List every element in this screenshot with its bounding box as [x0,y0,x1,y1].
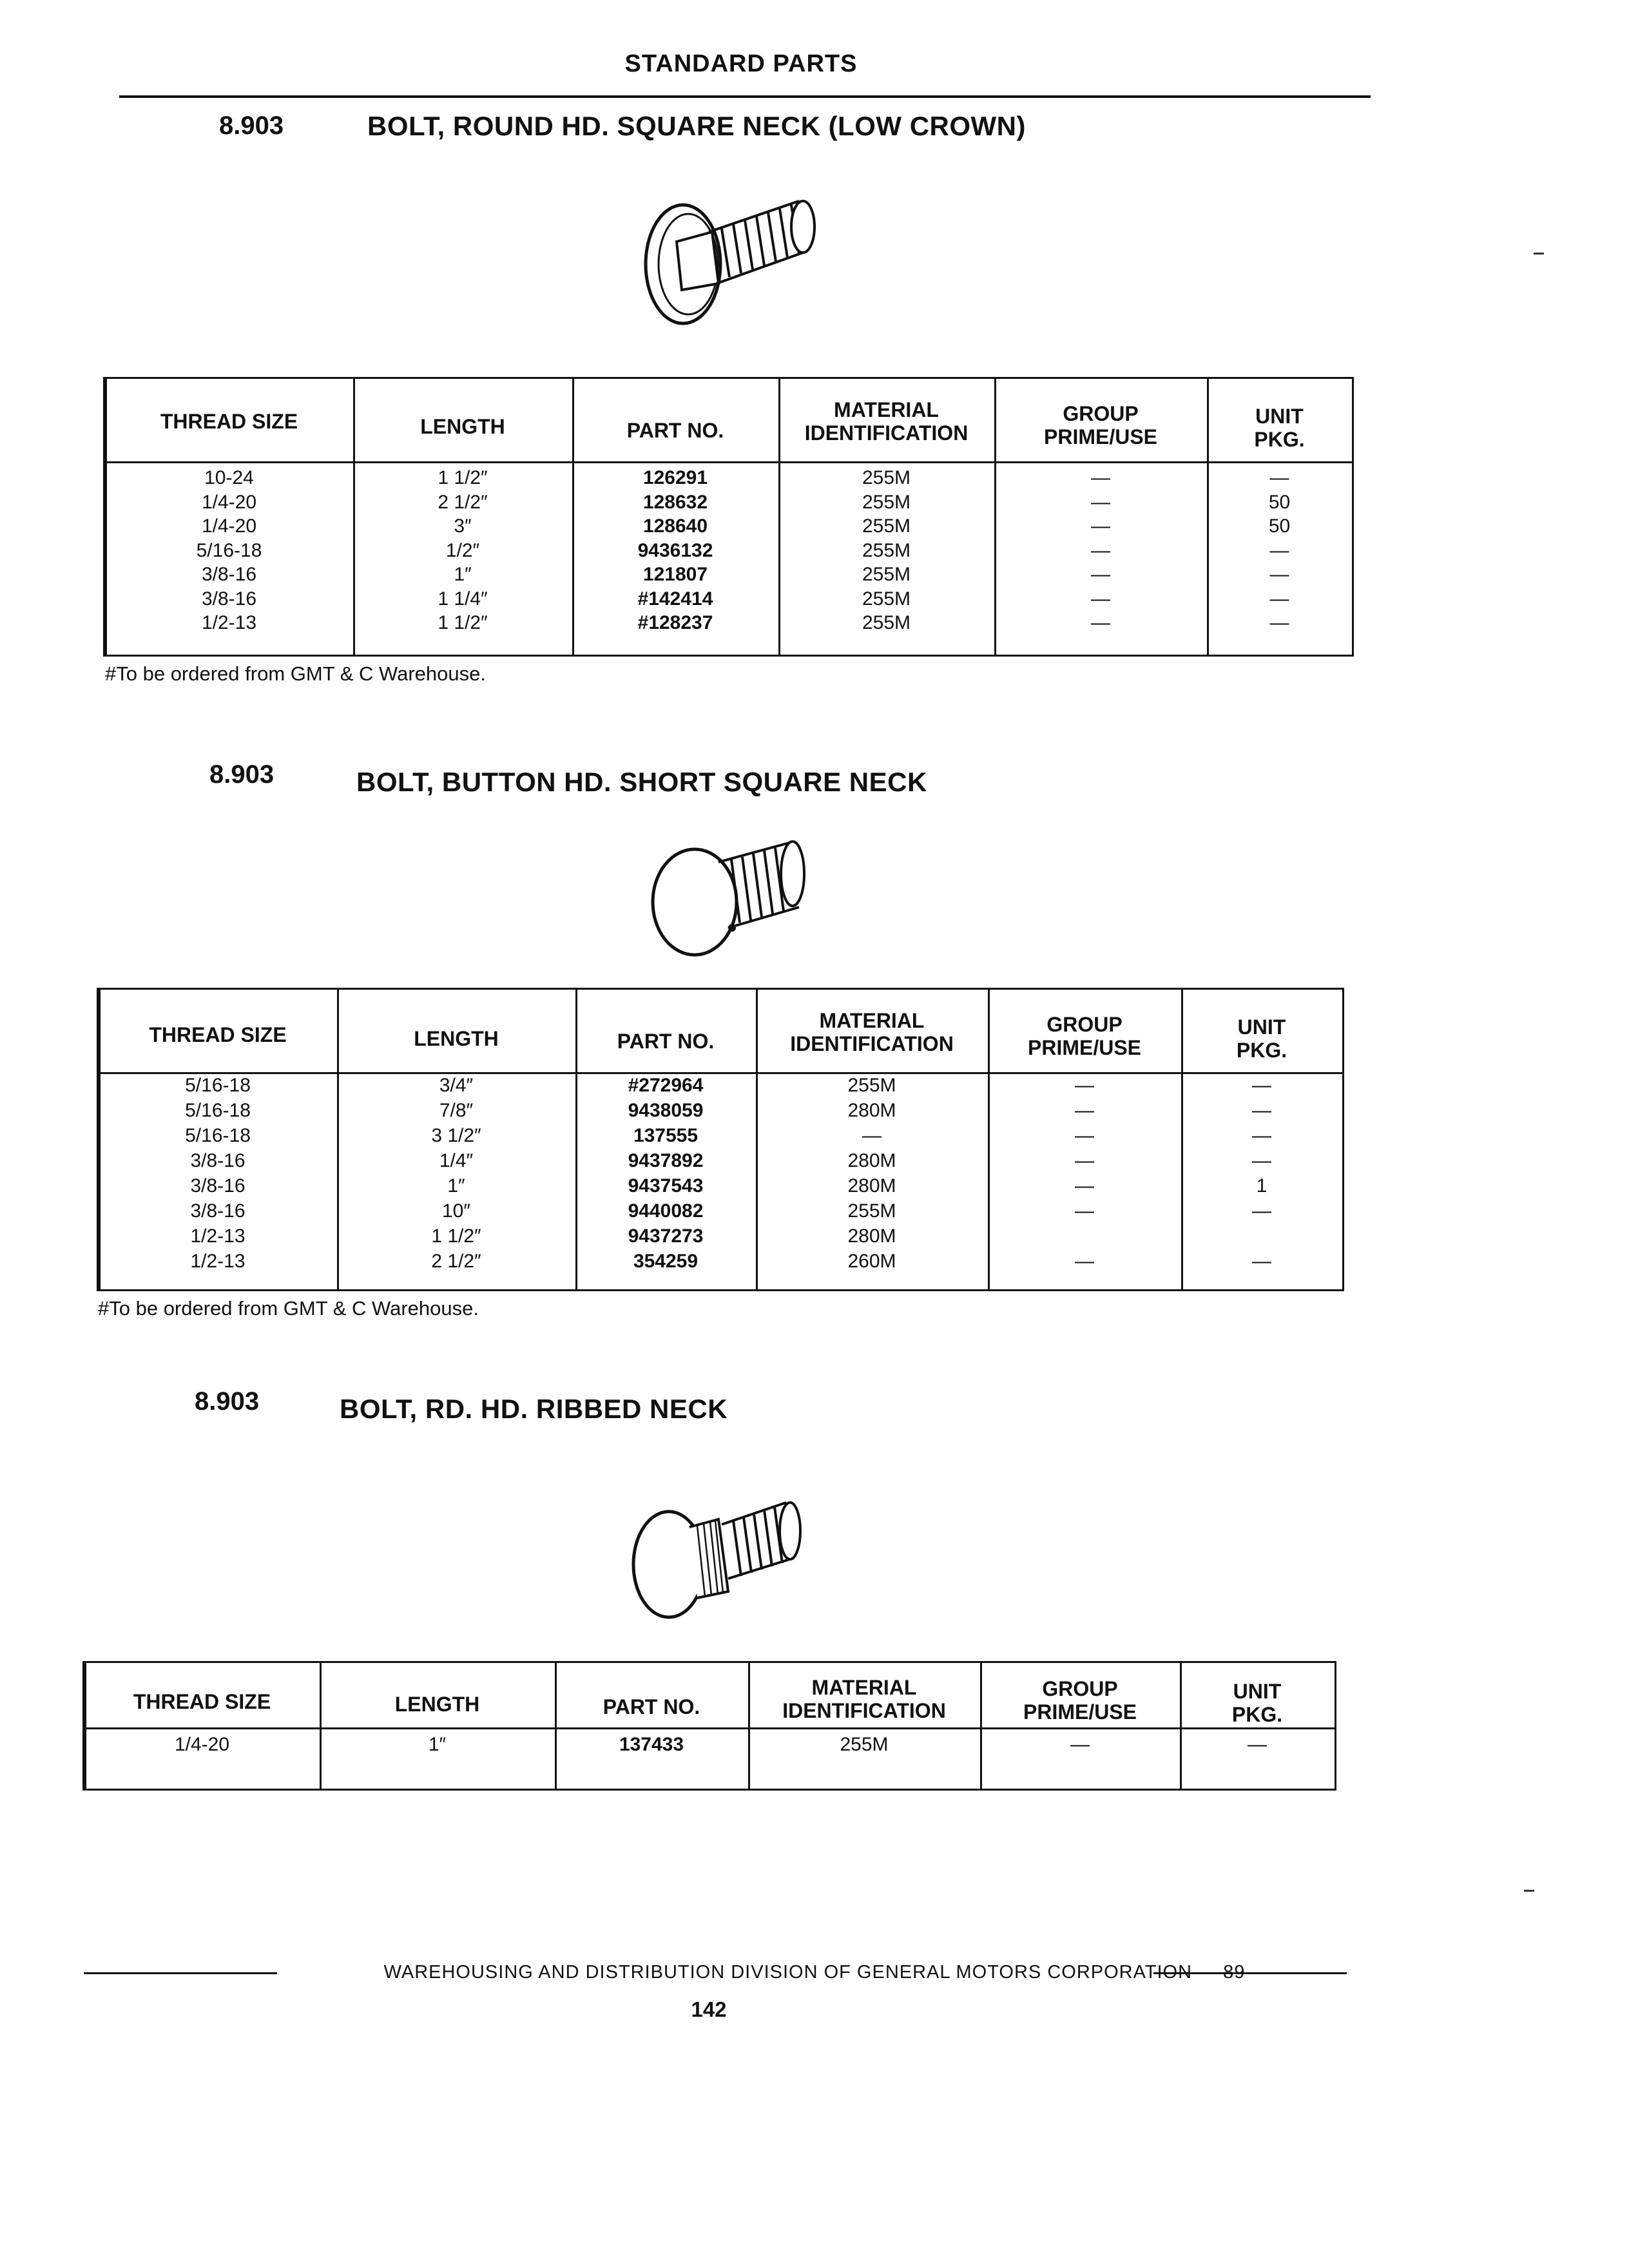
cell-unit: — [1252,1200,1271,1222]
cell-unit: — [1252,1100,1271,1121]
header-material: MATERIAL IDENTIFICATION [804,398,969,445]
section-1-note: #To be ordered from GMT & C Warehouse. [105,662,486,685]
cell-material: 255M [862,515,911,537]
cell-group: — [1091,491,1110,513]
cell-part: 9436132 [637,539,713,561]
cell-group: — [1075,1200,1094,1222]
cell-unit: 50 [1268,491,1291,513]
cell-group: — [1091,515,1110,537]
square-neck-bolt-icon [638,187,831,341]
cell-part: 128632 [642,491,708,513]
cell-unit: — [1269,539,1289,561]
cell-material: 280M [847,1225,896,1247]
cell-thread: 5/16-18 [196,539,262,561]
cell-material: 255M [862,467,911,488]
section-3-title: BOLT, RD. HD. RIBBED NECK [340,1394,728,1424]
cell-part: 9440082 [628,1200,704,1222]
cell-length: 1 1/2″ [431,1225,481,1247]
cell-part: #128237 [637,612,713,633]
page-number: 142 [691,1997,727,2021]
cell-group: — [1091,588,1110,610]
cell-thread: 10-24 [204,467,254,488]
header-group: GROUP PRIME/USE [1027,1013,1142,1059]
parts-table-1 [103,377,1354,657]
cell-part: #142414 [637,588,713,610]
cell-length: 3″ [454,515,472,537]
cell-thread: 3/8-16 [190,1200,246,1222]
cell-group: — [1075,1075,1094,1096]
cell-material: 255M [847,1200,896,1222]
section-2-number: 8.903 [209,760,275,789]
scan-speck [1524,1890,1534,1892]
header-unit: UNIT PKG. [1236,1015,1287,1062]
cell-part: 9437273 [628,1225,704,1247]
cell-group: — [1075,1100,1094,1121]
cell-material: 255M [847,1075,896,1096]
cell-thread: 1/4-20 [201,515,257,537]
cell-length: 1/2″ [445,539,480,561]
cell-group: — [1075,1150,1094,1171]
cell-material: 280M [847,1150,896,1171]
cell-unit: — [1252,1251,1271,1272]
cell-length: 1 1/4″ [438,588,488,610]
section-2-title: BOLT, BUTTON HD. SHORT SQUARE NECK [356,767,927,797]
header-part-no: PART NO. [626,419,724,442]
header-unit: UNIT PKG. [1231,1680,1283,1726]
cell-group: — [1070,1734,1090,1755]
cell-unit: — [1269,588,1289,610]
parts-table-3 [82,1661,1336,1791]
cell-group: — [1075,1251,1094,1272]
cell-thread: 5/16-18 [185,1125,251,1146]
header-material: MATERIAL IDENTIFICATION [790,1009,954,1055]
cell-thread: 3/8-16 [201,588,257,610]
cell-thread: 1/2-13 [190,1225,246,1247]
cell-part: 354259 [633,1251,699,1272]
header-thread-size: THREAD SIZE [160,410,298,433]
cell-thread: 5/16-18 [185,1100,251,1121]
cell-material: 255M [840,1734,889,1755]
header-part-no: PART NO. [602,1695,700,1718]
cell-material: 255M [862,612,911,633]
cell-material: 255M [862,539,911,561]
cell-part: 126291 [642,467,708,488]
cell-material: 255M [862,588,911,610]
cell-length: 1 1/2″ [438,612,488,633]
cell-group: — [1091,539,1110,561]
header-unit: UNIT PKG. [1254,405,1305,451]
button-head-bolt-icon [644,831,812,960]
cell-group: — [1091,612,1110,633]
section-3-number: 8.903 [195,1387,260,1416]
cell-unit: 1 [1256,1175,1268,1196]
header-group: GROUP PRIME/USE [1043,402,1158,448]
header-part-no: PART NO. [617,1030,715,1053]
cell-material: 280M [847,1175,896,1196]
cell-thread: 3/8-16 [201,564,257,585]
cell-thread: 5/16-18 [185,1075,251,1096]
header-group: GROUP PRIME/USE [1023,1677,1137,1724]
parts-table-2 [97,988,1344,1291]
cell-unit: 50 [1268,515,1291,537]
cell-part: #272964 [628,1075,704,1096]
cell-length: 1″ [454,564,472,585]
cell-group: — [1091,564,1110,585]
cell-length: 7/8″ [439,1100,474,1121]
cell-group: — [1091,467,1110,488]
cell-unit: — [1269,467,1289,488]
cell-thread: 1/2-13 [190,1251,246,1272]
header-length: LENGTH [414,1027,499,1050]
header-length: LENGTH [420,415,505,438]
cell-group: — [1075,1125,1094,1146]
cell-unit: — [1269,564,1289,585]
page-header-title: STANDARD PARTS [624,50,858,77]
cell-length: 1″ [428,1734,447,1755]
cell-length: 2 1/2″ [431,1251,481,1272]
cell-length: 2 1/2″ [438,491,488,513]
cell-thread: 1/2-13 [201,612,257,633]
header-thread-size: THREAD SIZE [149,1023,287,1046]
header-rule [119,95,1371,98]
header-thread-size: THREAD SIZE [133,1690,271,1713]
section-1-title: BOLT, ROUND HD. SQUARE NECK (LOW CROWN) [367,111,1026,141]
header-material: MATERIAL IDENTIFICATION [782,1676,946,1722]
cell-unit: — [1252,1125,1271,1146]
footer-rule-right [1153,1972,1347,1974]
cell-length: 1″ [447,1175,465,1196]
cell-unit: — [1252,1150,1271,1171]
cell-material: — [862,1125,882,1146]
cell-part: 137433 [619,1734,684,1755]
cell-unit: — [1269,612,1289,633]
ribbed-neck-bolt-icon [625,1482,805,1630]
cell-length: 1 1/2″ [438,467,488,488]
footer-text: WAREHOUSING AND DISTRIBUTION DIVISION OF GENERAL MOTORS CORPORATION — 89 [383,1962,1246,1983]
cell-length: 3/4″ [439,1075,474,1096]
cell-material: 280M [847,1100,896,1121]
cell-length: 3 1/2″ [431,1125,481,1146]
cell-material: 255M [862,491,911,513]
cell-length: 1/4″ [439,1150,474,1171]
cell-material: 260M [847,1251,896,1272]
cell-thread: 1/4-20 [201,491,257,513]
cell-thread: 1/4-20 [174,1734,230,1755]
cell-part: 9437543 [628,1175,704,1196]
section-1-number: 8.903 [219,111,284,140]
cell-thread: 3/8-16 [190,1175,246,1196]
scan-speck [1534,253,1544,255]
section-2-note: #To be ordered from GMT & C Warehouse. [98,1297,479,1320]
cell-part: 9437892 [628,1150,704,1171]
cell-length: 10″ [442,1200,470,1222]
cell-part: 128640 [642,515,708,537]
cell-part: 121807 [642,564,708,585]
cell-material: 255M [862,564,911,585]
cell-thread: 3/8-16 [190,1150,246,1171]
cell-group: — [1075,1175,1094,1196]
cell-part: 137555 [633,1125,699,1146]
cell-unit: — [1248,1734,1267,1755]
cell-unit: — [1252,1075,1271,1096]
header-length: LENGTH [394,1693,480,1716]
cell-part: 9438059 [628,1100,704,1121]
